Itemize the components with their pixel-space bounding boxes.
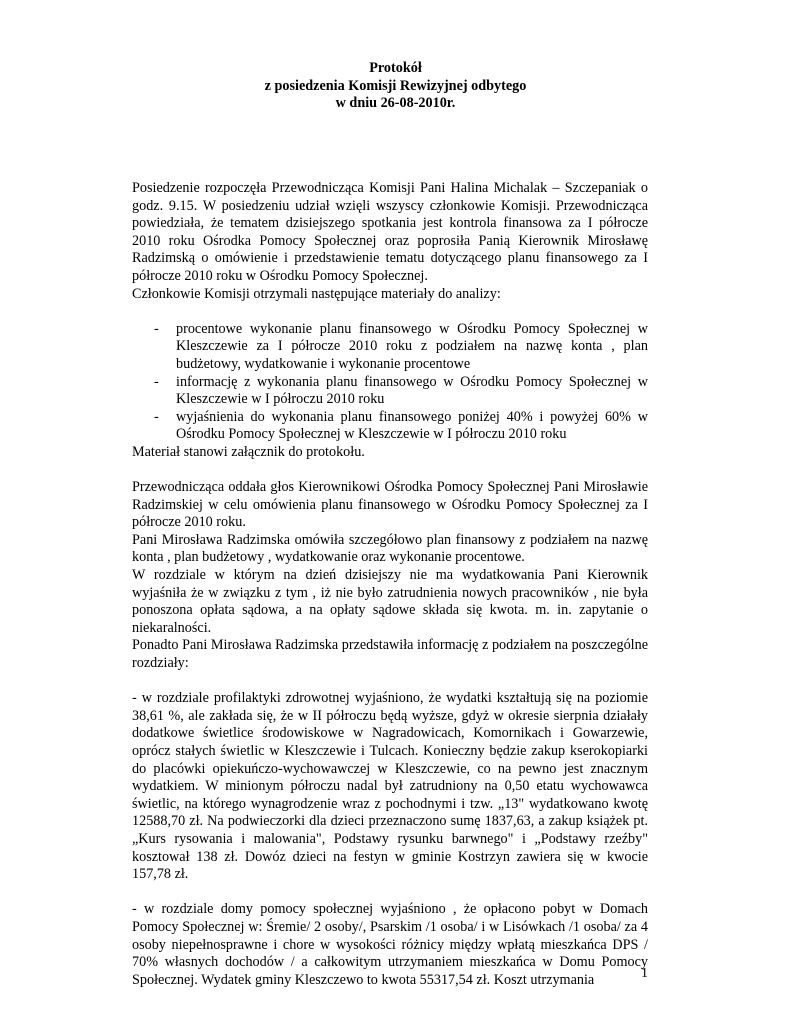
document-subtitle: z posiedzenia Komisji Rewizyjnej odbytego	[264, 77, 527, 94]
document-header	[0, 60, 791, 113]
page-number: 1	[641, 966, 648, 981]
floor-paragraph: Przewodnicząca oddała głos Kierownikowi Ośrodka Pomocy Społecznej Pani Mirosławie Radzimskiej w celu omówienia planu finansowego w Ośrodku Pomocy Społecznej za I półrocze 2010 roku.	[132, 479, 648, 531]
discussion-paragraph: Pani Mirosława Radzimska omówiła szczegółowo plan finansowy z podziałem na nazwę konta , plan budżetowy , wydatkowanie oraz wykonanie procentowe.	[132, 531, 648, 566]
document-body	[132, 180, 648, 989]
homes-chapter-paragraph: - w rozdziale domy pomocy społecznej wyjaśniono , że opłacono pobyt w Domach Pomocy Społecznej w: Śremie/ 2 osoby/, Psarskim /1 osoba/ i w Lisówkach /1 osoba/ za 4 osoby niepełnosprawne i chore w wysokości różnicy między wpłatą mieszkańca DPS / 70% własnych dochodów / a całkowitym utrzymaniem mieszkańca w Domu Pomocy Społecznej. Wydatek gminy Kleszczewo to kwota 55317,54 zł. Koszt utrzymania	[132, 901, 648, 988]
list-item: - informację z wykonania planu finansowego w Ośrodku Pomocy Społecznej w Kleszczewie w I półroczu 2010 roku	[176, 374, 648, 409]
materials-intro: Członkowie Komisji otrzymali następujące materiały do analizy:	[132, 285, 501, 302]
list-item: - procentowe wykonanie planu finansowego w Ośrodku Pomocy Społecznej w Kleszczewie za I półrocze 2010 roku z podziałem na nazwę konta , plan budżetowy, wydatkowanie i wykonanie procentowe	[176, 321, 648, 374]
further-paragraph: Ponadto Pani Mirosława Radzimska przedstawiła informację z podziałem na poszczególne rozdziały:	[132, 637, 648, 672]
attachment-note: Materiał stanowi załącznik do protokołu.	[132, 443, 365, 460]
intro-paragraph: Posiedzenie rozpoczęła Przewodnicząca Komisji Pani Halina Michalak – Szczepaniak o godz. 9.15. W posiedzeniu udział wzięli wszyscy członkowie Komisji. Przewodnicząca powiedziała, że tematem dzisiejszego spotkania jest kontrola finansowa za I półrocze 2010 roku Ośrodka Pomocy Społecznej oraz poprosiła Panią Kierownik Mirosławę Radzimską o omówienie i przedstawienie tematu dotyczącego planu finansowego za I półrocze 2010 roku w Ośrodku Pomocy Społecznej.	[132, 180, 648, 284]
list-item: - wyjaśnienia do wykonania planu finansowego poniżej 40% i powyżej 60% w Ośrodku Pomocy Społecznej w Kleszczewie w I półroczu 2010 roku	[176, 409, 648, 444]
chapter-note-paragraph: W rozdziale w którym na dzień dzisiejszy nie ma wydatkowania Pani Kierownik wyjaśniła że w związku z tym , iż nie było zatrudnienia nowych pracowników , nie była ponoszona opłata sądowa, a na opłaty sądowe składa się kwota. m. in. zapytanie o niekaralności.	[132, 567, 648, 636]
document-date: w dniu 26-08-2010r.	[335, 95, 456, 111]
health-chapter-paragraph: - w rozdziale profilaktyki zdrowotnej wyjaśniono, że wydatki kształtują się na poziomie 38,61 %, ale zakłada się, że w II półroczu będą wyższe, gdyż w okresie sierpnia działały dodatkowe świetlice środowiskowe w Nagradowicach, Komornikach i Gowarzewie, oprócz stałych świetlic w Kleszczewie i Tulcach. Konieczny będzie zakup kserokopiarki do placówki opiekuńczo-wychowawczej w Kleszczewie, co na pewno jest znacznym wydatkiem. W minionym półroczu nadal był zatrudniony na 0,50 etatu wychowawca świetlic, na którego wynagrodzenie wraz z pochodnymi i tzw. „13" wydatkowano kwotę 12588,70 zł. Na podwieczorki dla dzieci przeznaczono sumę 1837,63, a zakup książek pt. „Kurs rysowania i malowania", Podstawy rysunku barwnego" i „Podstawy rzeźby" kosztował 138 zł. Dowóz dzieci na festyn w gminie Kostrzyn zawiera się w kwocie 157,78 zł.	[132, 690, 648, 883]
document-title: Protokół	[369, 60, 422, 76]
materials-list	[132, 321, 648, 444]
